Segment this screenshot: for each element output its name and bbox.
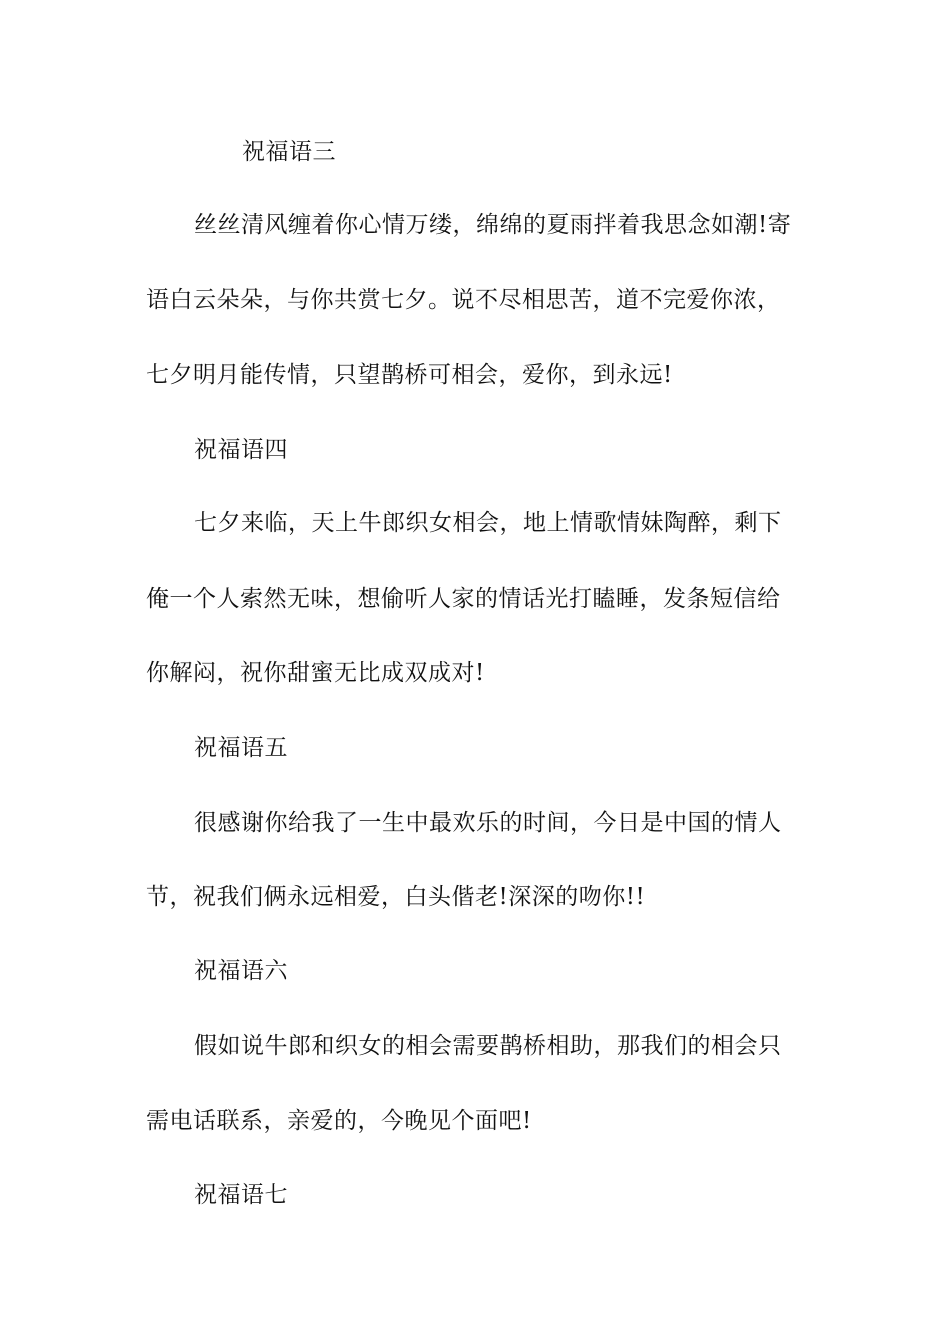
paragraph-line: 七夕明月能传情，只望鹊桥可相会，爱你，到永远!	[146, 362, 673, 388]
paragraph-line: 需电话联系，亲爱的，今晚见个面吧!	[146, 1108, 532, 1134]
paragraph-line: 节，祝我们俩永远相爱，白头偕老!深深的吻你!!	[146, 884, 646, 910]
paragraph-line: 俺一个人索然无味，想偷听人家的情话光打瞌睡，发条短信给	[146, 586, 781, 612]
section-heading: 祝福语三	[242, 139, 336, 165]
paragraph-line: 假如说牛郎和织女的相会需要鹊桥相助，那我们的相会只	[194, 1033, 782, 1059]
paragraph-line: 你解闷，祝你甜蜜无比成双成对!	[146, 660, 485, 686]
paragraph-line: 丝丝清风缠着你心情万缕，绵绵的夏雨拌着我思念如潮!寄	[194, 212, 792, 238]
section-heading: 祝福语五	[194, 735, 288, 761]
paragraph-line: 七夕来临，天上牛郎织女相会，地上情歌情妹陶醉，剩下	[194, 510, 782, 536]
paragraph-line: 很感谢你给我了一生中最欢乐的时间，今日是中国的情人	[194, 810, 782, 836]
section-heading: 祝福语四	[194, 437, 288, 463]
paragraph-line: 语白云朵朵，与你共赏七夕。说不尽相思苦，道不完爱你浓，	[146, 287, 781, 313]
section-heading: 祝福语六	[194, 958, 288, 984]
section-heading: 祝福语七	[194, 1182, 288, 1208]
